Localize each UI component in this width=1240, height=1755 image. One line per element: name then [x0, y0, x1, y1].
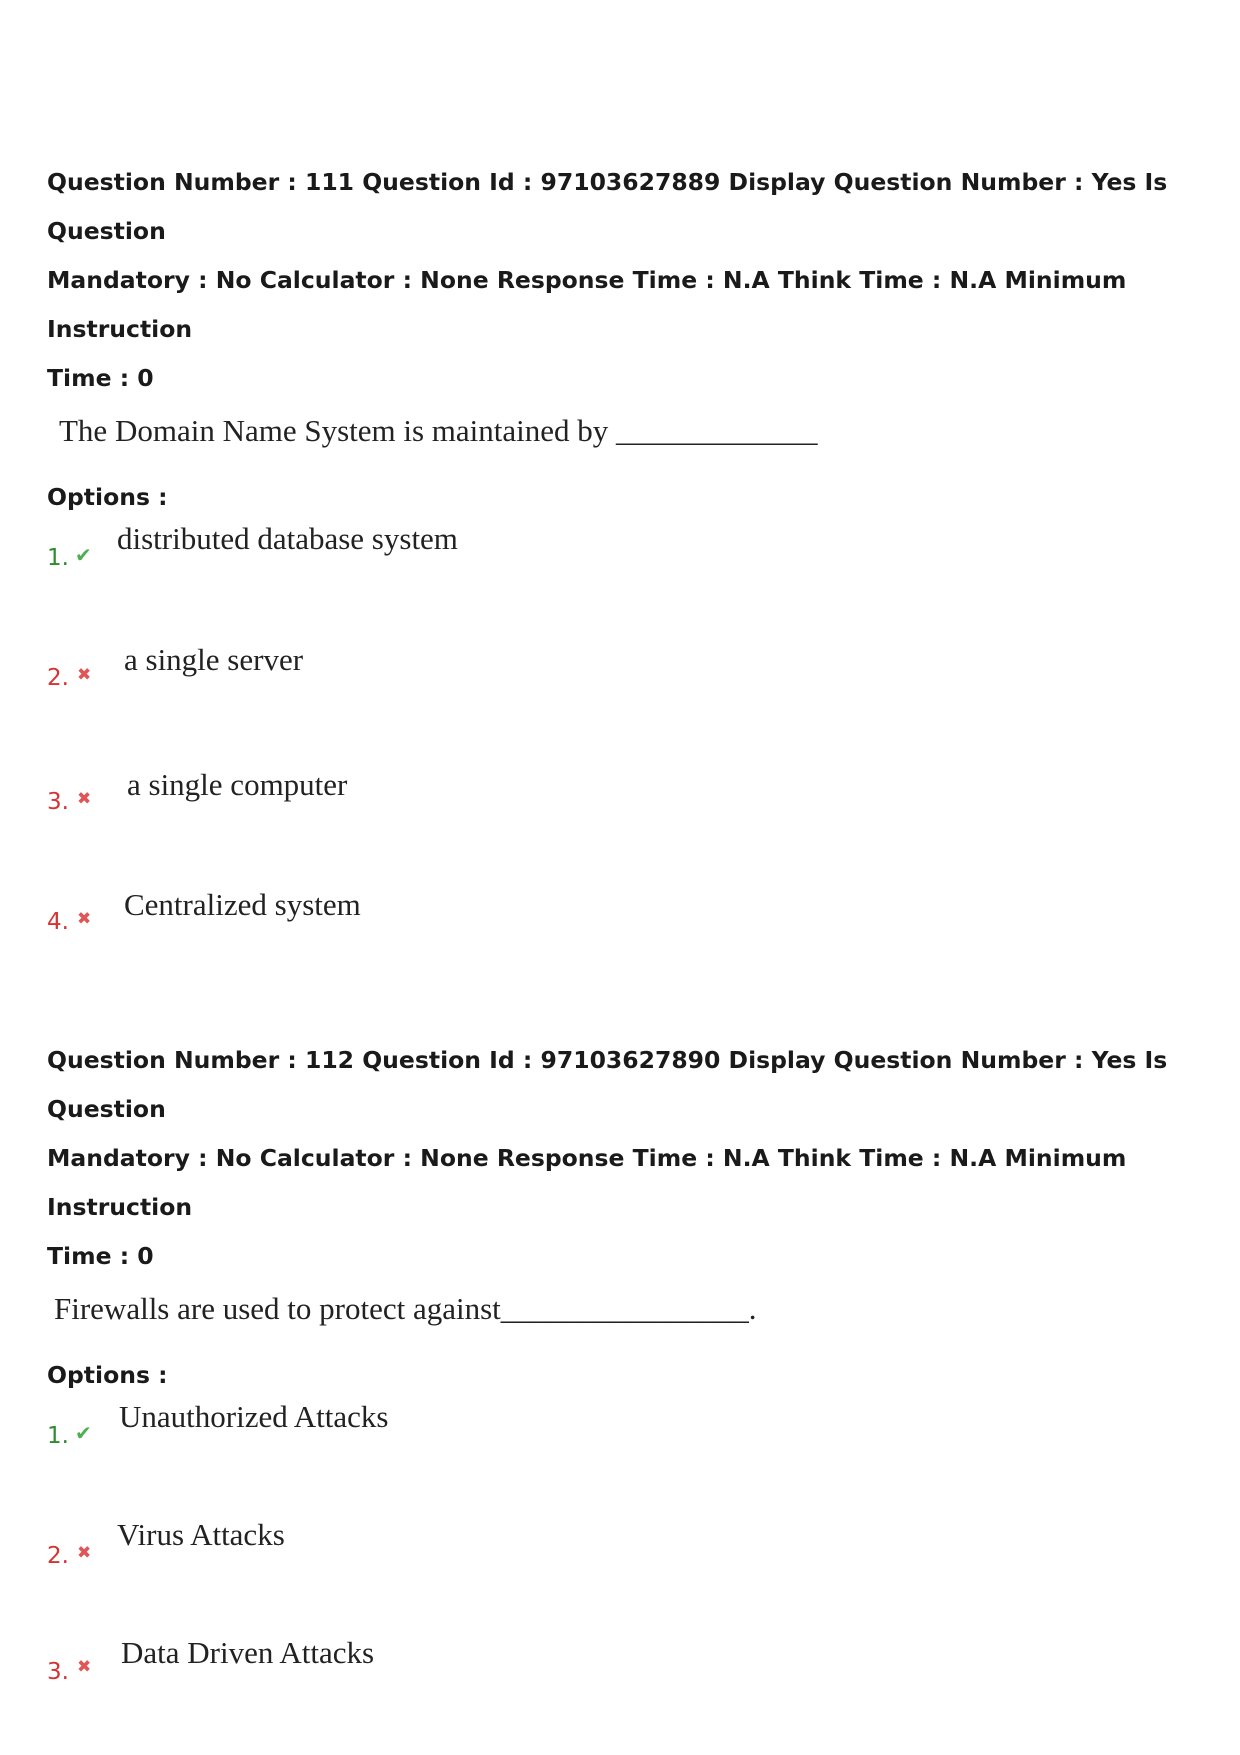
check-icon: ✔	[75, 543, 92, 567]
cross-icon: ✖	[77, 665, 92, 685]
option-text: a single server	[124, 642, 304, 677]
question-meta	[47, 1036, 1207, 1281]
option-number: 1.	[47, 1423, 69, 1449]
question-meta-line-1: Question Number : 112 Question Id : 97103627890 Display Question Number : Yes Is Question	[47, 1046, 1168, 1123]
option-text: Data Driven Attacks	[121, 1635, 375, 1670]
options-label: Options :	[47, 483, 168, 511]
option-3	[47, 767, 1207, 887]
question-block-112	[47, 1036, 1207, 1723]
cross-icon: ✖	[77, 1657, 92, 1677]
option-number: 3.	[47, 789, 69, 815]
cross-icon: ✖	[77, 909, 92, 929]
option-text: Virus Attacks	[117, 1517, 285, 1552]
option-2	[47, 637, 1207, 767]
option-text: a single computer	[127, 767, 348, 802]
option-text: Unauthorized Attacks	[119, 1399, 389, 1434]
question-meta-line-2: Mandatory : No Calculator : None Response Time : N.A Think Time : N.A Minimum Instruction	[47, 1144, 1127, 1221]
option-1	[47, 517, 1207, 637]
question-meta-line-2: Mandatory : No Calculator : None Response Time : N.A Think Time : N.A Minimum Instruction	[47, 266, 1127, 343]
option-2	[47, 1517, 1207, 1643]
option-text: distributed database system	[117, 521, 458, 556]
options-label: Options :	[47, 1361, 168, 1389]
cross-icon: ✖	[77, 1543, 92, 1563]
option-1	[47, 1395, 1207, 1523]
cross-icon: ✖	[77, 789, 92, 809]
option-number: 2.	[47, 665, 69, 691]
option-4	[47, 887, 1207, 967]
option-3	[47, 1635, 1207, 1723]
question-text: Firewalls are used to protect against________________.	[54, 1291, 757, 1326]
option-text: Centralized system	[124, 887, 361, 922]
question-text: The Domain Name System is maintained by _____________	[59, 413, 818, 448]
option-number: 4.	[47, 909, 69, 935]
check-icon: ✔	[75, 1421, 92, 1445]
question-meta-line-3: Time : 0	[47, 364, 154, 392]
question-block-111	[47, 158, 1207, 967]
question-meta-line-3: Time : 0	[47, 1242, 154, 1270]
option-number: 3.	[47, 1659, 69, 1685]
question-meta	[47, 158, 1207, 403]
option-number: 1.	[47, 545, 69, 571]
question-meta-line-1: Question Number : 111 Question Id : 97103627889 Display Question Number : Yes Is Question	[47, 168, 1168, 245]
option-number: 2.	[47, 1543, 69, 1569]
